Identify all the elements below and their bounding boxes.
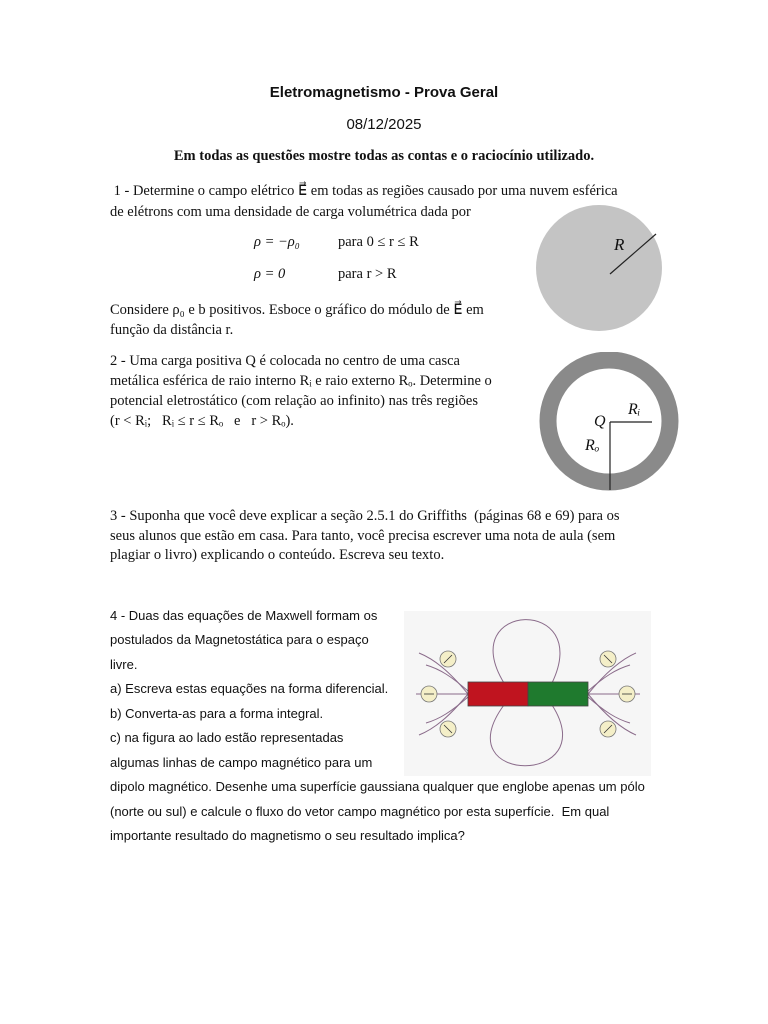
spherical-shell-figure xyxy=(536,352,682,492)
magnet-north-pole xyxy=(468,682,528,706)
q2-line-1: 2 - Uma carga positiva Q é colocada no centro de uma casca xyxy=(110,353,460,369)
q2-line-3: potencial eletrostático (com relação ao infinito) nas três regiões xyxy=(110,393,478,409)
q1-line-3: Considere ρ₀ e b positivos. Esboce o gráfico do módulo de E⃗ em xyxy=(110,302,484,318)
inner-radius-label: Rᵢ xyxy=(628,401,641,418)
radius-label: R xyxy=(614,235,625,254)
q1-cond-2: para r > R xyxy=(338,266,397,282)
exam-date: 08/12/2025 xyxy=(346,116,422,133)
q4-line-8: dipolo magnético. Desenhe uma superfície gaussiana qualquer que englobe apenas um pólo xyxy=(110,779,645,794)
charged-sphere-figure xyxy=(536,202,664,334)
q1-line-4: função da distância r. xyxy=(110,322,234,338)
q1-cond-1: para 0 ≤ r ≤ R xyxy=(338,234,419,250)
magnetic-dipole-figure xyxy=(404,611,651,776)
q3-line-2: seus alunos que estão em casa. Para tanto, você precisa escrever uma nota de aula (sem xyxy=(110,528,616,544)
q1-eq-2: ρ = 0 xyxy=(254,266,286,282)
magnet-south-pole xyxy=(528,682,588,706)
q4-line-2: postulados da Magnetostática para o espaço xyxy=(110,632,369,647)
q4-line-7: algumas linhas de campo magnético para um xyxy=(110,755,373,770)
q4-line-10: importante resultado do magnetismo o seu resultado implica? xyxy=(110,828,465,843)
charge-label: Q xyxy=(594,413,606,430)
q4-line-4: a) Escreva estas equações na forma diferencial. xyxy=(110,681,389,696)
q1-eq-1: ρ = −ρ₀ xyxy=(254,234,300,250)
q1-line-2: de elétrons com uma densidade de carga volumétrica dada por xyxy=(110,204,471,220)
q2-line-4: (r < Rᵢ; Rᵢ ≤ r ≤ Rₒ e r > Rₒ). xyxy=(110,413,294,429)
sphere-disk xyxy=(536,205,662,331)
q4-line-1: 4 - Duas das equações de Maxwell formam os xyxy=(110,608,378,623)
q1-line-1: 1 - Determine o campo elétrico E⃗ em todas as regiões causado por uma nuvem esférica xyxy=(110,183,618,199)
q3-line-3: plagiar o livro) explicando o conteúdo. Escreva seu texto. xyxy=(110,547,445,563)
q4-line-3: livre. xyxy=(110,657,138,672)
page-title: Eletromagnetismo - Prova Geral xyxy=(269,84,499,101)
q4-line-6: c) na figura ao lado estão representadas xyxy=(110,730,344,745)
q2-line-2: metálica esférica de raio interno Rᵢ e raio externo Rₒ. Determine o xyxy=(110,373,492,389)
instructions: Em todas as questões mostre todas as contas e o raciocínio utilizado. xyxy=(173,148,595,164)
q4-line-9: (norte ou sul) e calcule o fluxo do vetor campo magnético por esta superfície. Em qual xyxy=(110,804,610,819)
outer-radius-label: Rₒ xyxy=(585,437,600,454)
shell-ring xyxy=(548,360,670,482)
q3-line-1: 3 - Suponha que você deve explicar a seção 2.5.1 do Griffiths (páginas 68 e 69) para os xyxy=(110,508,620,524)
q4-line-5: b) Converta-as para a forma integral. xyxy=(110,706,324,721)
